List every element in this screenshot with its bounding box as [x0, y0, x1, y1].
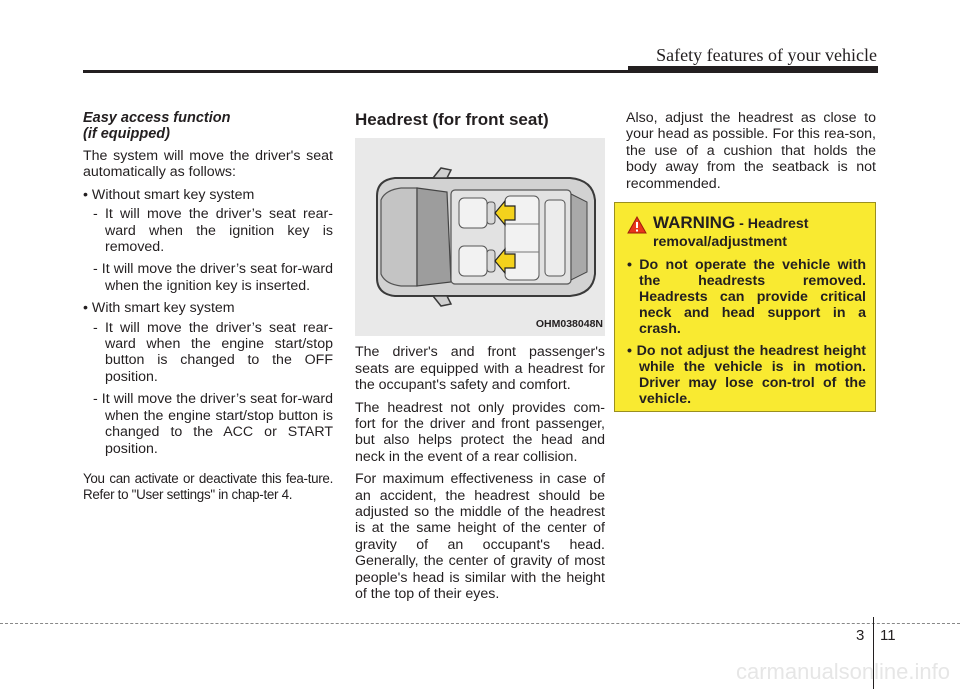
header-title: Safety features of your vehicle — [656, 45, 877, 65]
figure-code: OHM038048N — [535, 318, 603, 330]
headrest-paragraph: The driver's and front passenger's seats are equipped with a headrest for the occupant's safety and comfort. — [355, 344, 605, 394]
easy-access-title-line1: Easy access function — [83, 110, 231, 126]
user-settings-note: You can activate or deactivate this fea-ture. Refer to "User settings" in chap-ter 4. — [83, 470, 333, 503]
header-rule-accent — [628, 66, 878, 73]
headrest-adjust-paragraph: Also, adjust the headrest as close to your head as possible. For this rea-son, the use of a cushion that holds the body away from the seatback is not recommended. — [626, 110, 876, 192]
bullet-with-smart-key: • With smart key system — [83, 300, 235, 317]
easy-access-title — [83, 110, 333, 142]
warning-box — [614, 202, 876, 412]
warning-subject-line2: removal/adjustment — [653, 234, 788, 250]
column-easy-access — [83, 110, 333, 510]
warning-triangle-icon — [627, 216, 647, 234]
vehicle-top-view-figure — [355, 138, 605, 336]
column-headrest — [355, 110, 605, 609]
chapter-number: 3 — [856, 627, 865, 644]
dash-item: - It will move the driver’s seat rear-ward when the engine start/stop button is changed to the OFF position. — [93, 319, 333, 385]
headrest-title: Headrest (for front seat) — [355, 110, 549, 129]
page-number: 11 — [880, 627, 896, 644]
warning-subject: - Headrest — [739, 216, 809, 232]
car-top-view-illustration — [355, 138, 605, 336]
warning-item: • Do not operate the vehicle with the headrests removed. Headrests can provide critical neck and head support in a crash. — [627, 257, 866, 337]
dash-item: - It will move the driver’s seat for-ward when the engine start/stop button is changed to the ACC or START position. — [93, 391, 333, 457]
warning-item: • Do not adjust the headrest height while the vehicle is in motion. Driver may lose con-trol of the vehicle. — [627, 343, 866, 407]
dash-item: - It will move the driver’s seat for-ward when the ignition key is inserted. — [93, 261, 333, 294]
headrest-paragraph: For maximum effectiveness in case of an accident, the headrest should be adjusted so the middle of the headrest is at the same height of the center of gravity of an occupant's head. Generally, the center of gravity of most people's head is similar with the height of the top of their eyes. — [355, 471, 605, 603]
bullet-without-smart-key-label: Without smart key system — [91, 186, 255, 203]
easy-access-title-line2: (if equipped) — [83, 126, 170, 142]
bullet-without-smart-key: • Without smart key system — [83, 186, 255, 203]
easy-access-intro: The system will move the driver's seat automatically as follows: — [83, 148, 333, 181]
footer-rule — [0, 623, 960, 625]
dash-item: - It will move the driver’s seat rear-ward when the ignition key is removed. — [93, 206, 333, 256]
column-headrest-continued — [626, 110, 876, 198]
bullet-with-smart-key-label: With smart key system — [91, 300, 235, 317]
warning-header — [627, 215, 866, 234]
headrest-paragraph: The headrest not only provides com-fort for the driver and front passenger, but also helps protect the head and neck in the event of a rear collision. — [355, 399, 605, 465]
watermark-text: carmanualsonline.info — [735, 659, 950, 684]
warning-label: WARNING — [653, 213, 736, 232]
